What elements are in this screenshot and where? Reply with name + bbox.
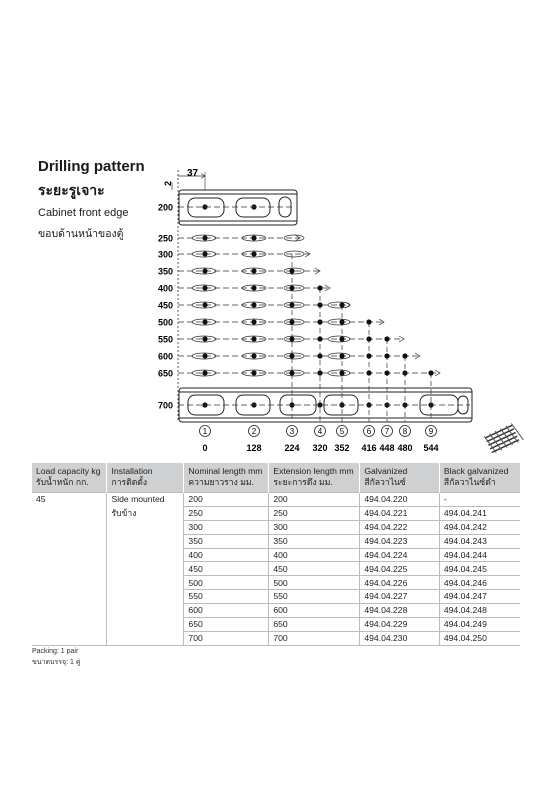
dim-37-label: 37 [187,168,199,179]
extension-length-cell: 600 [269,604,360,618]
drill-hole-dot [339,353,344,358]
load-capacity-cell [32,618,107,632]
nominal-length-cell: 650 [184,618,269,632]
extension-length-cell: 700 [269,631,360,645]
drill-hole-dot [317,353,322,358]
galvanized-code-cell: 494.04.222 [360,520,440,534]
extension-length-cell: 350 [269,534,360,548]
installation-cell [107,548,184,562]
rail-200 [179,190,297,225]
column-header: Nominal length mm ความยาวราง มม. [184,463,269,493]
hole-number-2: 2 [251,427,257,436]
extension-length-cell: 550 [269,590,360,604]
load-capacity-cell [32,631,107,645]
row-label-200: 200 [158,202,174,213]
nominal-length-cell: 500 [184,576,269,590]
row-label-450: 450 [158,300,174,311]
black-galvanized-code-cell: 494.04.250 [439,631,520,645]
nominal-length-cell: 350 [184,534,269,548]
drill-hole-dot [251,302,256,307]
black-galvanized-code-cell: 494.04.244 [439,548,520,562]
galvanized-code-cell: 494.04.226 [360,576,440,590]
galvanized-code-cell: 494.04.230 [360,631,440,645]
load-capacity-cell: 45 [32,493,107,507]
installation-cell [107,576,184,590]
black-galvanized-code-cell: 494.04.246 [439,576,520,590]
extension-length-cell: 300 [269,520,360,534]
drill-hole-dot [339,319,344,324]
black-galvanized-code-cell: 494.04.247 [439,590,520,604]
drill-hole-dot [202,285,207,290]
drill-hole-dot [339,302,344,307]
row-label-550: 550 [158,334,174,345]
black-galvanized-code-cell: 494.04.243 [439,534,520,548]
black-galvanized-code-cell: 494.04.241 [439,506,520,520]
hole-position-416: 416 [361,443,377,453]
drill-hole-dot [251,353,256,358]
row-label-300: 300 [158,249,174,260]
table-row [32,520,520,534]
installation-cell [107,534,184,548]
specification-table [32,463,520,646]
packing-label-thai: ขนาดบรรจุ: 1 คู่ [32,659,81,666]
drill-hole-dot [202,319,207,324]
drill-hole-dot [202,268,207,273]
drill-hole-dot [366,353,371,358]
drill-hole-dot [317,285,322,290]
extension-length-cell: 250 [269,506,360,520]
hole-position-480: 480 [397,443,413,453]
black-galvanized-code-cell: 494.04.245 [439,562,520,576]
table-row [32,534,520,548]
drill-hole-dot [317,370,322,375]
hole-number-3: 3 [289,427,295,436]
installation-cell [107,562,184,576]
table-body [32,493,520,646]
drill-hole-dot [289,353,294,358]
drill-hole-dot [289,370,294,375]
nominal-length-cell: 400 [184,548,269,562]
load-capacity-cell [32,576,107,590]
installation-cell [107,590,184,604]
drill-hole-dot [339,370,344,375]
installation-cell [107,604,184,618]
hole-position-224: 224 [284,443,300,453]
drill-hole-dot [289,319,294,324]
hole-number-8: 8 [402,427,408,436]
galvanized-code-cell: 494.04.228 [360,604,440,618]
drill-hole-dot [384,336,389,341]
drill-hole-dot [366,370,371,375]
drill-hole-dot [339,336,344,341]
drilling-pattern-title: Drilling pattern [38,158,145,175]
table-row [32,618,520,632]
galvanized-code-cell: 494.04.225 [360,562,440,576]
row-label-650: 650 [158,368,174,379]
hole-position-320: 320 [312,443,328,453]
installation-cell [107,618,184,632]
drill-hole-dot [251,319,256,324]
column-header: Galvanized สีกัลวาไนซ์ [360,463,440,493]
installation-cell: Side mounted [107,493,184,507]
load-capacity-cell [32,548,107,562]
load-capacity-cell [32,506,107,520]
drill-hole-dot [366,319,371,324]
extension-length-cell: 650 [269,618,360,632]
product-pictogram [484,422,523,454]
packing-label: Packing: 1 pair [32,648,79,655]
hole-number-9: 9 [428,427,434,436]
load-capacity-cell [32,562,107,576]
packing-info [32,646,81,668]
nominal-length-cell: 550 [184,590,269,604]
table-row [32,576,520,590]
diagram-dynamic-layer [158,203,523,455]
drill-hole-dot [317,336,322,341]
column-header: Load capacity kg รับน้ำหนัก กก. [32,463,107,493]
drill-hole-dot [384,370,389,375]
drill-hole-dot [251,251,256,256]
cabinet-front-edge-label: Cabinet front edge [38,207,129,219]
galvanized-code-cell: 494.04.224 [360,548,440,562]
extension-length-cell: 450 [269,562,360,576]
table-row [32,590,520,604]
hole-position-352: 352 [334,443,350,453]
drill-hole-dot [289,302,294,307]
load-capacity-cell [32,520,107,534]
nominal-length-cell: 250 [184,506,269,520]
drill-hole-dot [289,285,294,290]
column-header: Black galvanized สีกัลวาไนซ์ดำ [439,463,520,493]
galvanized-code-cell: 494.04.229 [360,618,440,632]
row-label-400: 400 [158,283,174,294]
table-row [32,604,520,618]
hole-number-6: 6 [366,427,372,436]
drill-hole-dot [428,370,433,375]
installation-cell [107,520,184,534]
drill-hole-dot [402,353,407,358]
drill-hole-dot [202,353,207,358]
drill-hole-dot [366,336,371,341]
hole-position-0: 0 [202,443,208,453]
table-row [32,562,520,576]
nominal-length-cell: 200 [184,493,269,507]
galvanized-code-cell: 494.04.220 [360,493,440,507]
column-header: Extension length mm ระยะการดึง มม. [269,463,360,493]
drill-hole-dot [202,251,207,256]
drill-hole-dot [251,285,256,290]
row-label-500: 500 [158,317,174,328]
load-capacity-cell [32,534,107,548]
table-row [32,548,520,562]
drill-hole-dot [289,336,294,341]
galvanized-code-cell: 494.04.221 [360,506,440,520]
galvanized-code-cell: 494.04.223 [360,534,440,548]
hole-position-448: 448 [379,443,395,453]
dim-2-label: 2 [163,180,173,186]
drill-hole-dot [289,268,294,273]
drill-hole-dot [251,268,256,273]
drilling-pattern-title-thai: ระยะรูเจาะ [38,182,105,198]
drill-hole-dot [402,370,407,375]
installation-cell [107,631,184,645]
drill-hole-dot [251,370,256,375]
cabinet-front-edge-label-thai: ขอบด้านหน้าของตู้ [38,228,124,240]
row-label-350: 350 [158,266,174,277]
load-capacity-cell [32,604,107,618]
column-header: Installation การติดตั้ง [107,463,184,493]
nominal-length-cell: 600 [184,604,269,618]
table-row [32,506,520,520]
extension-length-cell: 200 [269,493,360,507]
row-label-250: 250 [158,233,174,244]
hole-number-1: 1 [202,427,208,436]
black-galvanized-code-cell: 494.04.249 [439,618,520,632]
table-row [32,631,520,645]
nominal-length-cell: 300 [184,520,269,534]
extension-length-cell: 400 [269,548,360,562]
nominal-length-cell: 700 [184,631,269,645]
drill-hole-dot [202,235,207,240]
drill-hole-dot [317,302,322,307]
hole-number-4: 4 [317,427,323,436]
hole-number-5: 5 [339,427,345,436]
drill-hole-dot [202,302,207,307]
hole-number-7: 7 [384,427,390,436]
load-capacity-cell [32,590,107,604]
drill-hole-dot [251,235,256,240]
drill-hole-dot [317,319,322,324]
table-row [32,493,520,507]
drill-hole-dot [251,336,256,341]
installation-cell: รับข้าง [107,506,184,520]
drill-hole-dot [202,336,207,341]
drill-hole-dot [384,353,389,358]
extension-length-cell: 500 [269,576,360,590]
black-galvanized-code-cell: - [439,493,520,507]
black-galvanized-code-cell: 494.04.248 [439,604,520,618]
hole-position-128: 128 [246,443,262,453]
row-label-700: 700 [158,400,174,411]
drill-hole-dot [202,370,207,375]
hole-position-544: 544 [423,443,439,453]
black-galvanized-code-cell: 494.04.242 [439,520,520,534]
table-header-row [32,463,520,493]
nominal-length-cell: 450 [184,562,269,576]
galvanized-code-cell: 494.04.227 [360,590,440,604]
row-label-600: 600 [158,351,174,362]
